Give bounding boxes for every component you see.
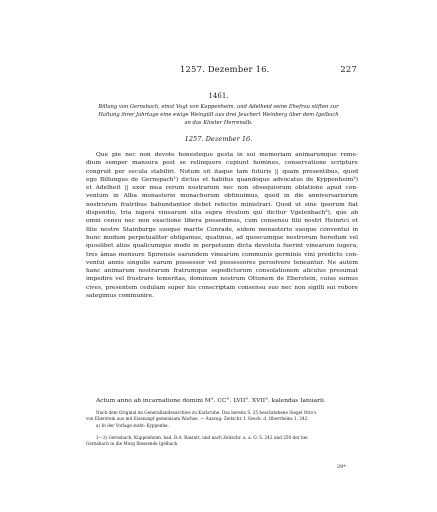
text-line: et Adelheit || uxor mea rerum nostrarum nec non obsequiorum oblatione apud con- [86,185,358,192]
running-head [80,64,357,78]
text-line: congruit per secula stabiliri. Notum sit itaque tam futuris || quam presentibus, quod [86,168,358,175]
footnote: 1—3) Gernsbach, Kuppenheim, bad. B.A. Rastatt, und nach Zeitschr. a. a. O. S. 242 und 250 der bei [96,434,308,440]
text-line: impedire vel frustrare temeritas, dominum nostrum Ottonem de Eberstein, cuius sumus [86,276,358,283]
page-number: 227 [340,64,357,74]
text-line: filie nostre Stainburge suoque marite Conrade, eidem monasterio suoque conventui in [86,226,358,233]
text-line: ventui annis singulis earum possessor vel possessores persolvere teneantur. Ne autem [86,259,358,266]
text-line: cives, presentem cedulam super his conscriptam consensu suo nec non sigilli sui robore [86,284,358,291]
source-note: von Eberstein aus mit Eisenzapf gemeinsam Wachse. — Auszug: Zeitschr. f. Gesch. d. Oberrheins 1, 242. [86,416,309,422]
document-summary [80,103,357,128]
text-line: dium semper mansura post se relinquere cupiunt homines, conservatione scripture [86,160,358,167]
signature-mark: 29* [337,464,346,470]
charter-text [86,151,358,300]
summary-line: Billung von Gernsbach, einst Vogt von Kuppenheim, und Adelheid seine Ehefrau stiften zur [98,104,339,110]
text-line: dispendio, tria iugera vinearum sita supra rivulum qui dicitur Vgelenbach³), que ab [86,210,358,217]
summary-line: an das Kloster Herrenalb. [184,120,253,127]
summary-line: Haltung ihrer Jahrtage eine ewige Weingült aus drei Jeuchert Weinberg über dem Igelbach [98,112,339,119]
text-line: tres âmas mensure Spirensis earundem vinearum communis germinis vini predicto con- [86,251,358,258]
text-line: ventum in Alba monasterio monachorum obtinuimus, quod in die anniversariorum [86,193,358,200]
apparatus-notes [86,410,358,447]
footnote: Gernsbach in die Murg fliessende Igelbach. [86,441,179,447]
text-line: quoslibet alios qualicumque modo in perpetuum dicta devoluta fuerint vinearum iugera, [86,243,358,250]
text-line: ego Billungus de Gernspach¹) dictus et habitus quandoque advocatus de Kyppenheim²) [86,176,358,183]
text-line: omni censu nec non exactione libera possedimus, cum consensu filii nostri Heinrici et [86,218,358,225]
text-line: hunc modum perpetualiter obligamus, quatinus, ad quoscumque nostrorum heredum vel [86,234,358,241]
document-number: 1461. [208,92,229,100]
dateline: 1257. Dezember 16. [184,135,253,143]
actum-line: Actum anno ab incarnatione domini M°. CC°. LVII°. XVII°. kalendas Ianuarii. [96,398,326,404]
text-line: sategimus communire. [86,293,154,300]
text-line: Que pie nec non devote honesteque gesta in sui memoriam animarumque reme- [96,152,358,158]
text-line: hanc animarum nostrarum fratrumque sepedictorum consolationem aliculus presumat [86,268,358,275]
textual-note: a) In der Vorlage steht: Kyppenhe. [96,422,169,428]
text-line: nostrorum fratribus habundantior debet refectio ministrari. Quod ut sine ipsorum fiat [86,201,358,208]
running-head-title: 1257. Dezember 16. [180,64,270,74]
source-note: Nach dem Original im Generallandesarchive zu Karlsruhe. Das bereits S. 25 beschriebene Siegel Otto's [96,410,317,415]
